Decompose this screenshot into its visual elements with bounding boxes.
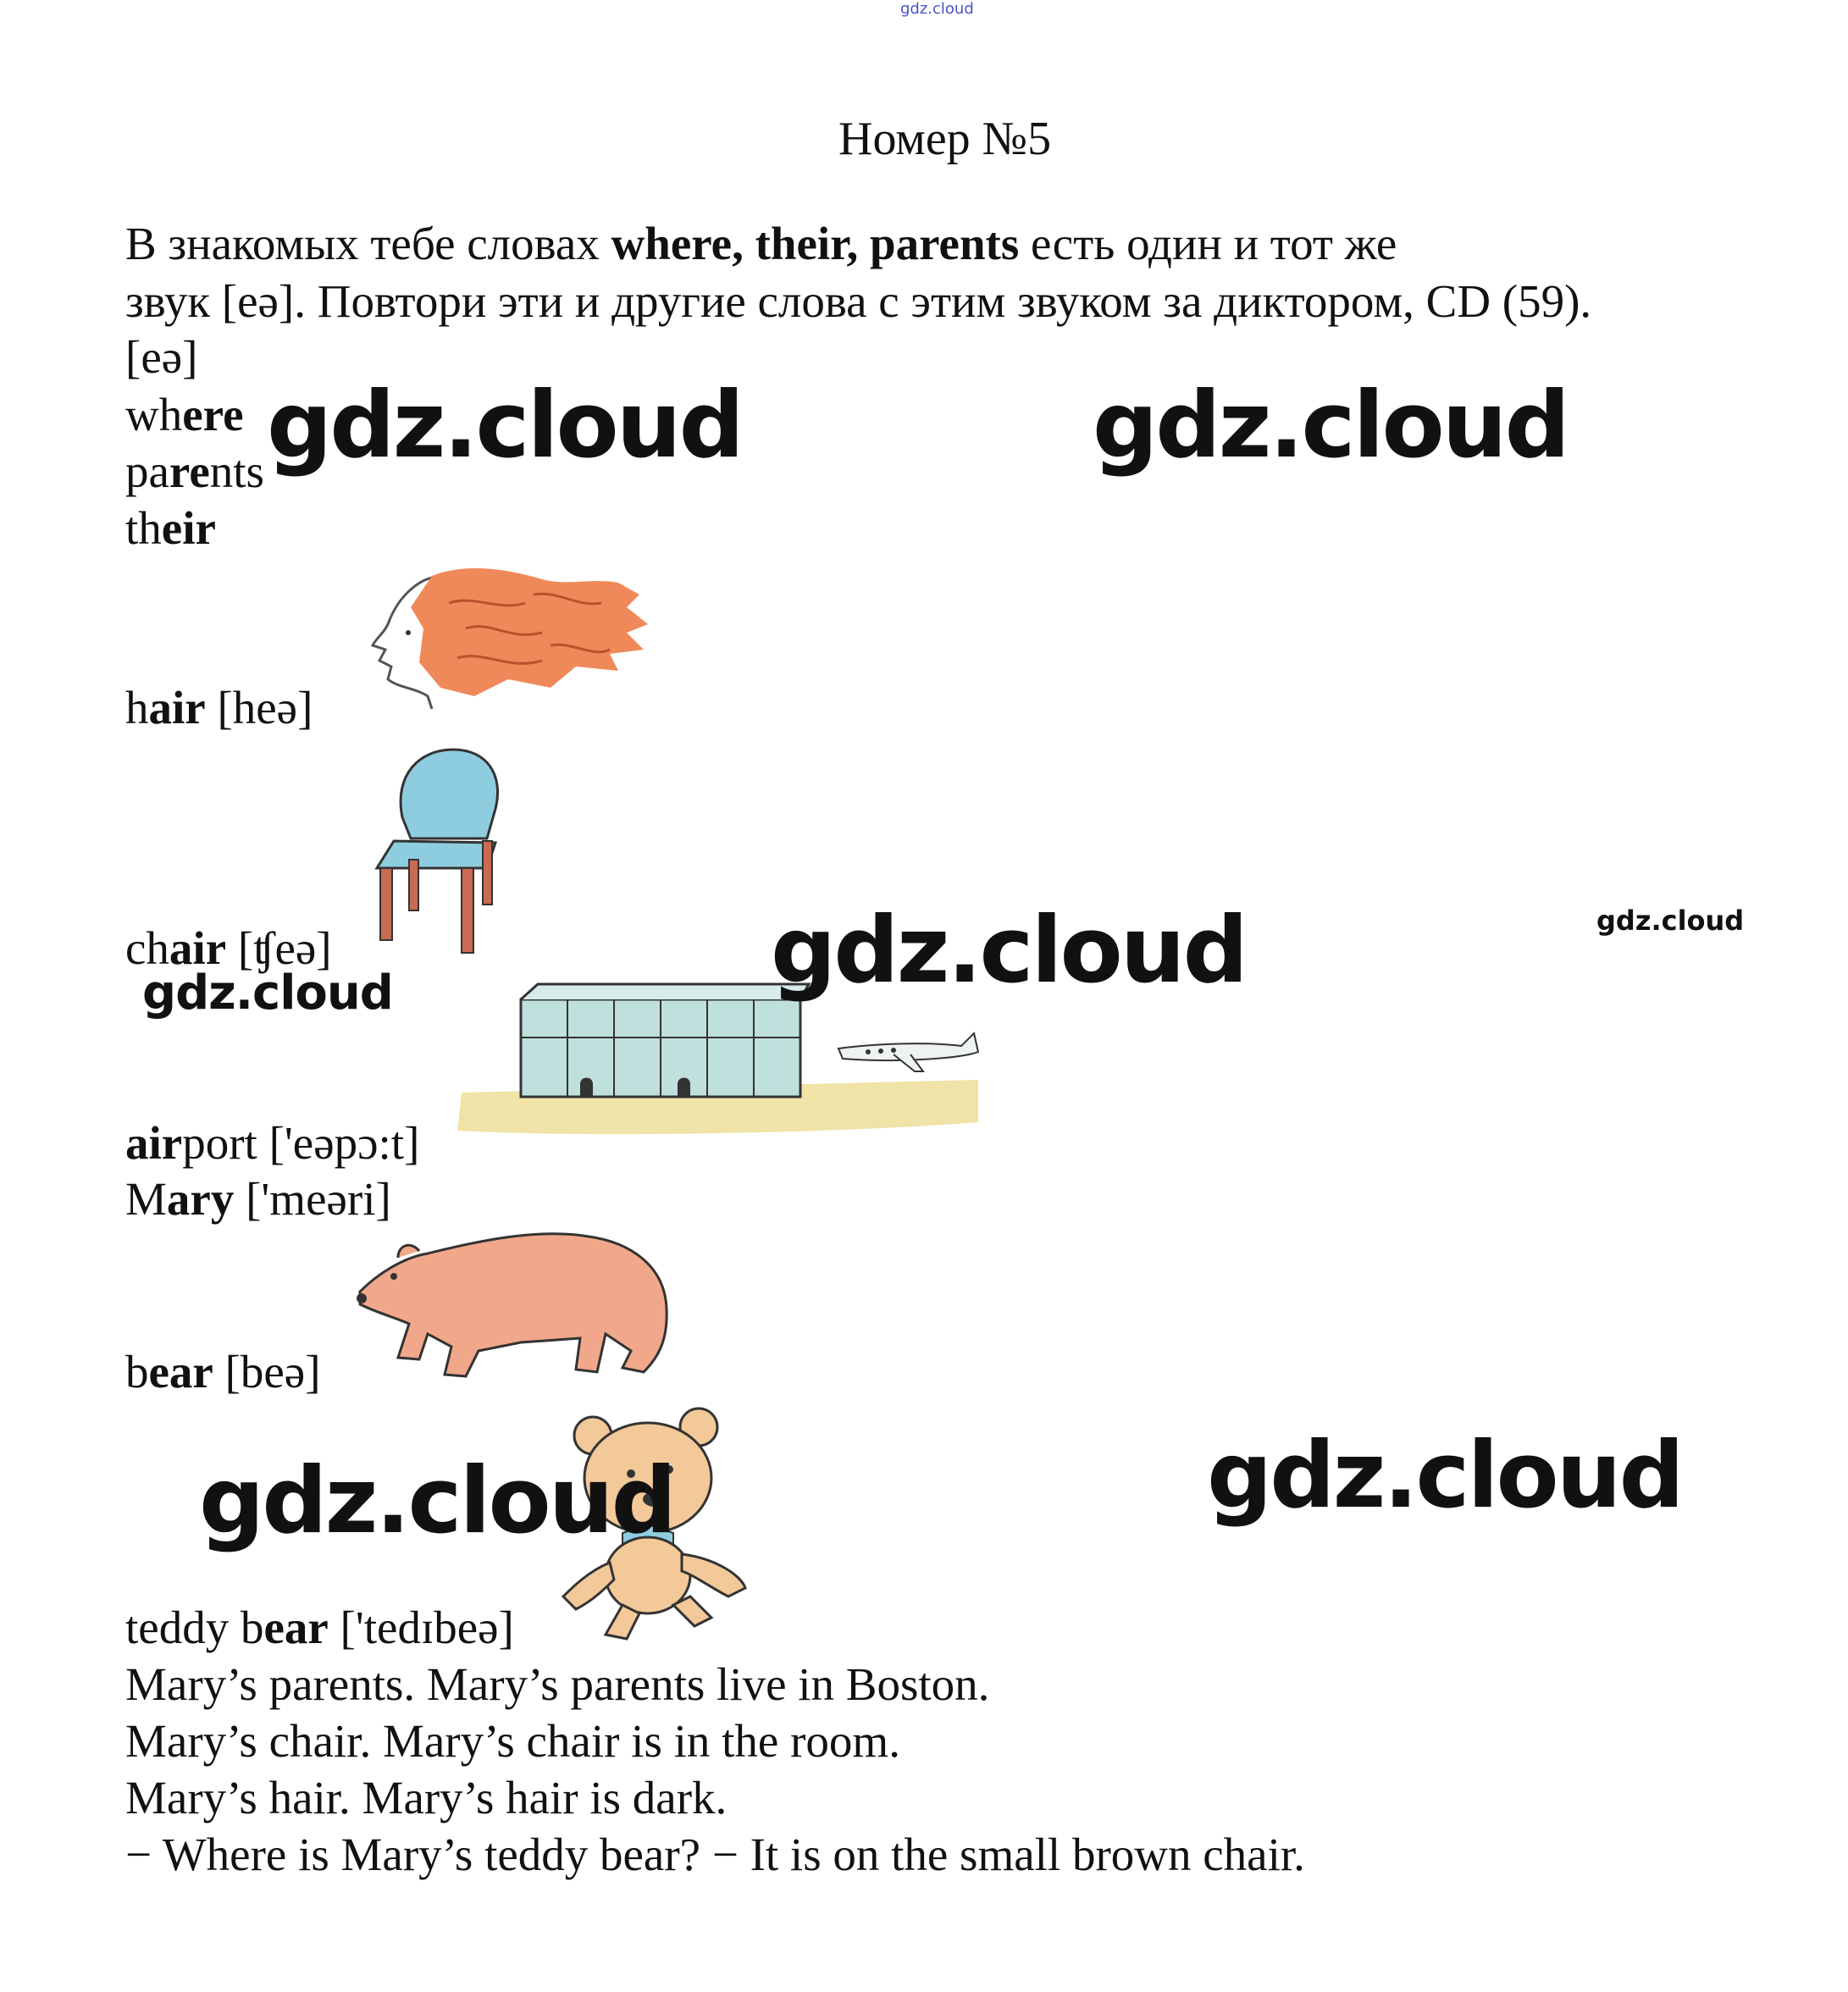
vocab-hair: hair [heə] xyxy=(125,682,313,733)
word-where: where xyxy=(125,389,244,440)
chair-illustration xyxy=(360,741,512,961)
vocab-mary: Mary ['meəri] xyxy=(125,1173,391,1225)
intro-line-1 xyxy=(125,215,1591,273)
vocab-teddy-bear: teddy bear ['tedɪbeə] xyxy=(125,1602,514,1653)
site-mark: gdz.cloud xyxy=(900,0,974,18)
sentence-2: Mary’s chair. Mary’s chair is in the room. xyxy=(125,1715,900,1767)
watermark: gdz.cloud xyxy=(267,373,742,479)
vocab-airport: airport ['eəpɔ:t] xyxy=(125,1117,420,1169)
sentence-4: − Where is Mary’s teddy bear? − It is on the small brown chair. xyxy=(125,1829,1305,1880)
intro-bold-words: where, their, parents xyxy=(611,218,1020,269)
intro-paragraph xyxy=(125,215,1591,330)
page-title: Номер №5 xyxy=(838,113,1052,165)
watermark: gdz.cloud xyxy=(1596,905,1745,937)
watermark: gdz.cloud xyxy=(771,898,1246,1004)
word-parents: parents xyxy=(125,445,264,497)
vocab-chair: chair [ʧeə] xyxy=(125,922,332,974)
intro-line-1-start: В знакомых тебе словах xyxy=(125,218,611,269)
sound-label: [eə] xyxy=(125,331,198,383)
word-their: their xyxy=(125,502,216,554)
watermark: gdz.cloud xyxy=(1093,373,1568,479)
hair-illustration xyxy=(339,561,652,713)
watermark: gdz.cloud xyxy=(199,1448,674,1554)
bear-illustration xyxy=(351,1224,673,1389)
intro-line-2: звук [eə]. Повтори эти и другие слова с этим звуком за диктором, CD (59). xyxy=(125,275,1592,327)
sentence-1: Mary’s parents. Mary’s parents live in Boston. xyxy=(125,1658,990,1710)
watermark: gdz.cloud xyxy=(142,966,393,1021)
watermark: gdz.cloud xyxy=(1207,1423,1682,1529)
sentence-3: Mary’s hair. Mary’s hair is dark. xyxy=(125,1772,728,1823)
intro-line-1-end: есть один и тот же xyxy=(1019,218,1397,269)
vocab-bear: bear [beə] xyxy=(125,1346,321,1397)
